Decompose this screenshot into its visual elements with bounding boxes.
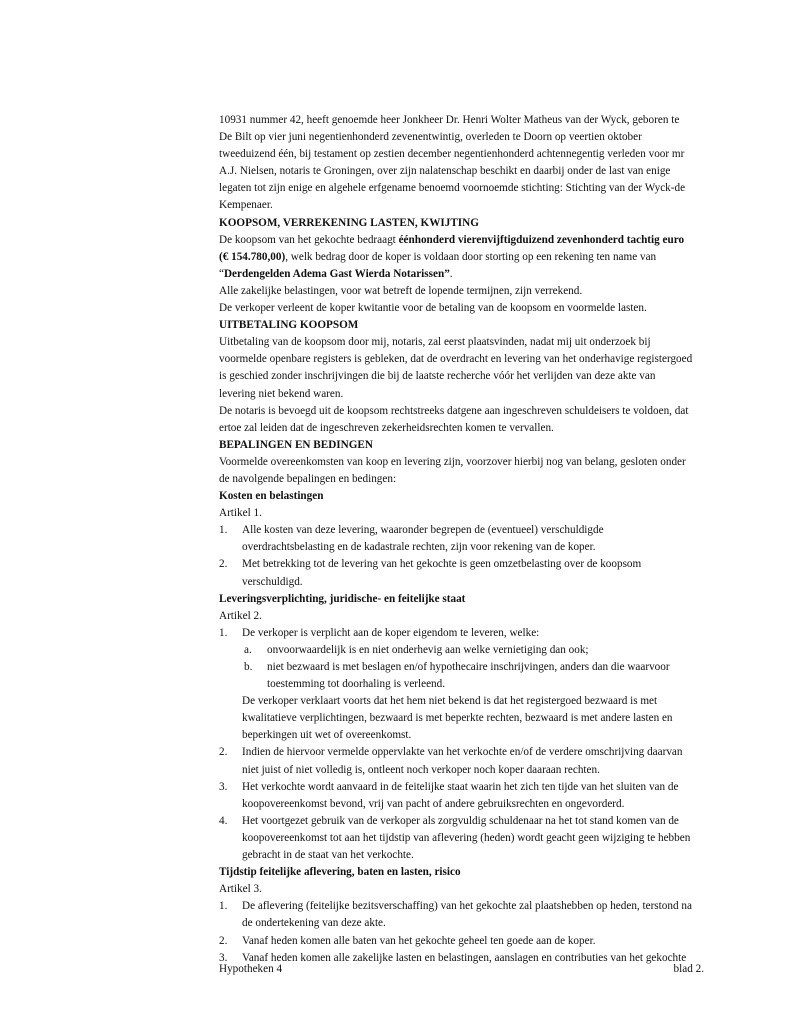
item-number: 1.	[219, 900, 228, 913]
intro-paragraph	[219, 112, 709, 215]
list-item	[219, 779, 709, 813]
article-title: Kosten en belastingen	[219, 490, 324, 503]
text-line: Vanaf heden komen alle zakelijke lasten en belastingen, aanslagen en contributies van het gekochte	[242, 951, 687, 964]
text-span: , welk bedrag door de koper is voldaan door storting op een rekening ten name van	[285, 250, 657, 263]
text-line: onvoorwaardelijk is en niet onderhevig aan welke vernietiging dan ook;	[267, 643, 589, 656]
section-heading-bepalingen: BEPALINGEN EN BEDINGEN	[219, 438, 373, 451]
text-line	[219, 266, 709, 283]
list-item	[219, 898, 709, 932]
text-line: voormelde openbare registers is gebleken, dat de overdracht en levering van het onderhavige registergoed	[219, 353, 693, 366]
list-item	[219, 950, 709, 967]
document-body	[219, 112, 709, 967]
text-line: verschuldigd.	[242, 575, 303, 588]
purchase-price-amount: (€ 154.780,00)	[219, 250, 286, 263]
text-line: Uitbetaling van de koopsom door mij, notaris, zal eerst plaatsvinden, nadat mij uit onderzoek bij	[219, 336, 651, 349]
list-item	[219, 556, 709, 590]
item-number: 2.	[219, 934, 228, 947]
text-line: kwalitatieve verplichtingen, bezwaard is met beperkte rechten, bezwaard is met andere lasten en	[242, 712, 673, 725]
text-line: koopovereenkomst tot aan het tijdstip van aflevering (heden) wordt geacht geen wijziging te hebben	[242, 831, 691, 844]
text-line: tweeduizend één, bij testament op zestien december negentienhonderd achtennegentig verleden voor mr	[219, 148, 685, 161]
item-number: 1.	[219, 626, 228, 639]
text-line: overdrachtsbelasting en de kadastrale rechten, zijn voor rekening van de koper.	[242, 541, 596, 554]
text-line: Het verkochte wordt aanvaard in de feitelijke staat waarin het zich ten tijde van het sluiten van de	[242, 780, 679, 793]
list-item	[219, 933, 709, 950]
article-title: Leveringsverplichting, juridische- en feitelijke staat	[219, 592, 466, 605]
text-line: de ondertekening van deze akte.	[242, 917, 386, 930]
footer-document-label: Hypotheken 4	[219, 963, 283, 975]
text-line: gebracht in de staat van het verkochte.	[242, 849, 414, 862]
text-line: Vanaf heden komen alle baten van het gekochte geheel ten goede aan de koper.	[242, 934, 596, 947]
indented-paragraph	[219, 693, 709, 744]
text-line: Alle zakelijke belastingen, voor wat betreft de lopende termijnen, zijn verrekend.	[219, 284, 583, 297]
article-title: Tijdstip feitelijke aflevering, baten en lasten, risico	[219, 866, 461, 879]
item-number: 2.	[219, 746, 228, 759]
item-number: 3.	[219, 951, 228, 964]
item-letter: a.	[244, 643, 252, 656]
section-heading-koopsom: KOOPSOM, VERREKENING LASTEN, KWIJTING	[219, 216, 479, 229]
item-number: 2.	[219, 558, 228, 571]
article-label: Artikel 2.	[219, 609, 262, 622]
item-number: 4.	[219, 814, 228, 827]
item-letter: b.	[244, 661, 253, 673]
article-label: Artikel 1.	[219, 507, 262, 520]
text-line: koopovereenkomst bevond, vrij van pacht of andere gebruiksrechten en ongevorderd.	[242, 797, 625, 810]
text-line: A.J. Nielsen, notaris te Groningen, over zijn nalatenschap beschikt en daarbij onder de last van enige	[219, 165, 671, 178]
list-item	[219, 813, 709, 864]
text-line: niet juist of niet volledig is, ontleent noch verkoper noch koper daaraan rechten.	[242, 763, 600, 776]
sub-list-item	[219, 659, 709, 693]
purchase-price-words: éénhonderd vierenvijftigduizend zevenhonderd tachtig euro	[398, 233, 685, 246]
text-line: de navolgende bepalingen en bedingen:	[219, 472, 397, 485]
text-line: Het voortgezet gebruik van de verkoper als zorgvuldig schuldenaar na het tot stand komen van de	[242, 814, 679, 827]
text-line	[219, 232, 709, 249]
text-line: Voormelde overeenkomsten van koop en levering zijn, voorzover hierbij nog van belang, gesloten onder	[219, 455, 686, 468]
list-item	[219, 744, 709, 778]
text-line: levering niet bekend waren.	[219, 387, 344, 400]
list-item	[219, 625, 709, 642]
item-number: 1.	[219, 524, 228, 537]
text-line: De verkoper is verplicht aan de koper eigendom te leveren, welke:	[242, 626, 540, 639]
sub-list-item	[219, 642, 709, 659]
text-line: Alle kosten van deze levering, waaronder begrepen de (eventueel) verschuldigde	[242, 524, 604, 537]
item-number: 3.	[219, 780, 228, 793]
text-line: Met betrekking tot de levering van het gekochte is geen omzetbelasting over de koopsom	[242, 558, 642, 571]
account-name: Derdengelden Adema Gast Wierda Notarissen”	[223, 267, 450, 280]
text-line: De Bilt op vier juni negentienhonderd zevenentwintig, overleden te Doorn op veertien oktober	[219, 131, 642, 144]
text-line	[219, 249, 709, 266]
text-line: Kempenaer.	[219, 199, 273, 212]
text-line: 10931 nummer 42, heeft genoemde heer Jonkheer Dr. Henri Wolter Matheus van der Wyck, geboren te	[219, 114, 680, 126]
text-span: .	[449, 267, 453, 280]
article-label: Artikel 3.	[219, 883, 262, 896]
list-item	[219, 522, 709, 556]
section-heading-uitbetaling: UITBETALING KOOPSOM	[219, 319, 359, 332]
text-line: De verkoper verleent de koper kwitantie voor de betaling van de koopsom en voormelde lasten.	[219, 302, 647, 315]
text-line: is geschied zonder inschrijvingen die bij de laatste recherche vóór het verlijden van deze akte van	[219, 370, 656, 383]
text-line: toestemming tot doorhaling is verleend.	[267, 678, 446, 691]
text-line: Indien de hiervoor vermelde oppervlakte van het verkochte en/of de verdere omschrijving daarvan	[242, 746, 683, 759]
text-line: ertoe zal leiden dat de ingeschreven zekerheidsrechten komen te vervallen.	[219, 421, 554, 434]
text-span: “	[219, 267, 224, 280]
text-span: De koopsom van het gekochte bedraagt	[219, 233, 399, 246]
text-line: beperkingen uit wet of overeenkomst.	[242, 729, 412, 742]
text-line: De verkoper verklaart voorts dat het hem niet bekend is dat het registergoed bezwaard is met	[242, 695, 658, 708]
text-line: De aflevering (feitelijke bezitsverschaffing) van het gekochte zal plaatshebben op heden, terstond na	[242, 900, 692, 913]
text-line: legaten tot zijn enige en algehele erfgename benoemd voornoemde stichting: Stichting van der Wyck-de	[219, 182, 686, 195]
text-line: niet bezwaard is met beslagen en/of hypothecaire inschrijvingen, anders dan die waarvoor	[267, 661, 670, 673]
footer-page-number: blad 2.	[673, 963, 704, 975]
text-line: De notaris is bevoegd uit de koopsom rechtstreeks datgene aan ingeschreven schuldeisers te voldoen, dat	[219, 404, 689, 417]
